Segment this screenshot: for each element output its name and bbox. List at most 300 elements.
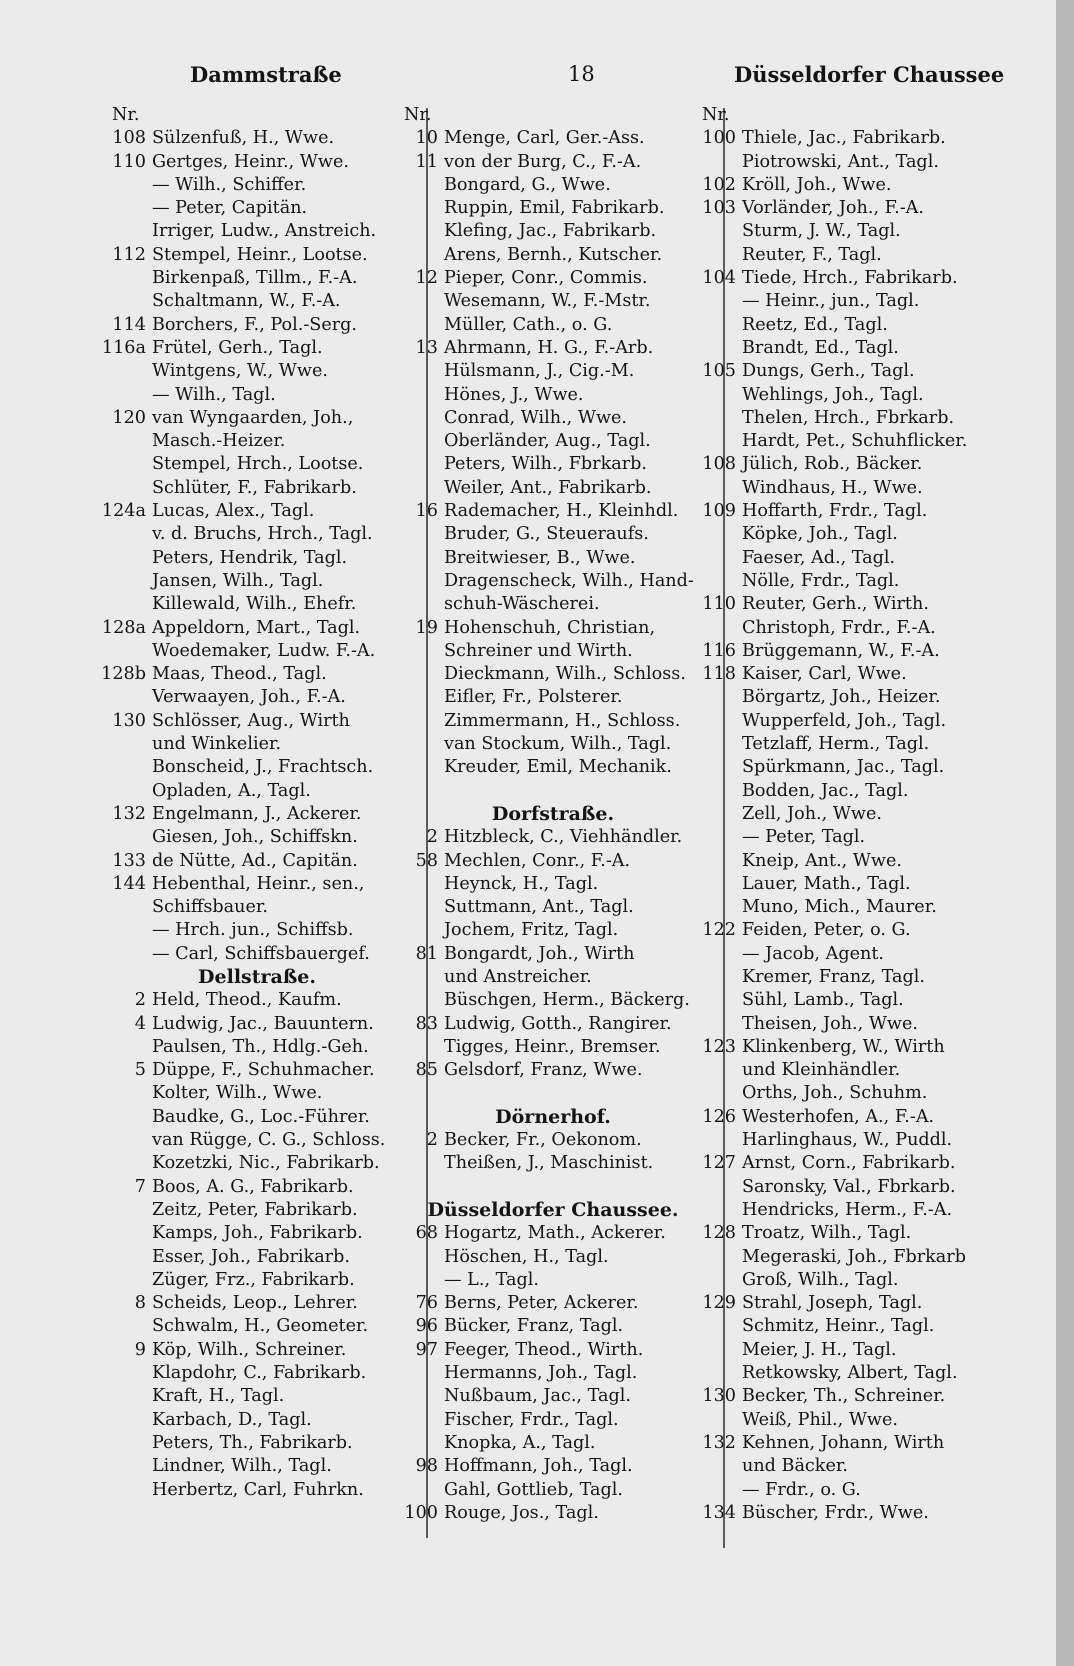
- directory-entry: [384, 197, 722, 220]
- resident-text: Appeldorn, Mart., Tagl.: [152, 617, 361, 638]
- resident-text: Büscher, Frdr., Wwe.: [742, 1502, 929, 1523]
- resident-text: Pieper, Conr., Commis.: [444, 268, 648, 289]
- house-number: 114: [112, 314, 146, 335]
- directory-entry: [384, 617, 722, 640]
- resident-text: Hülsmann, J., Cig.-M.: [444, 361, 635, 382]
- directory-entry: [682, 780, 1018, 803]
- resident-text: Kraft, H., Tagl.: [152, 1386, 285, 1407]
- directory-entry: [682, 873, 1018, 896]
- resident-text: Faeser, Ad., Tagl.: [742, 547, 896, 568]
- resident-text: Nölle, Frdr., Tagl.: [742, 570, 900, 591]
- resident-text: Bongardt, Joh., Wirth: [444, 943, 635, 964]
- resident-text: Gelsdorf, Franz, Wwe.: [444, 1060, 643, 1081]
- resident-text: Jansen, Wilh., Tagl.: [152, 570, 324, 591]
- directory-entry: [682, 477, 1018, 500]
- resident-text: Zell, Joh., Wwe.: [742, 803, 882, 824]
- house-number: 127: [702, 1153, 736, 1174]
- resident-text: Giesen, Joh., Schiffskn.: [152, 827, 358, 848]
- directory-entry: [92, 593, 422, 616]
- resident-text: Kreuder, Emil, Mechanik.: [444, 757, 672, 778]
- directory-entry: [92, 1362, 422, 1385]
- resident-text: Brüggemann, W., F.-A.: [742, 640, 940, 661]
- resident-text: Schmitz, Heinr., Tagl.: [742, 1316, 935, 1337]
- resident-text: Zimmermann, H., Schloss.: [444, 710, 681, 731]
- directory-entry: [682, 1129, 1018, 1152]
- directory-entry: [682, 850, 1018, 873]
- house-number: 132: [112, 803, 146, 824]
- resident-text: Tigges, Heinr., Bremser.: [444, 1036, 661, 1057]
- resident-text: Hönes, J., Wwe.: [444, 384, 584, 405]
- directory-entry: [384, 1315, 722, 1338]
- resident-text: Verwaayen, Joh., F.-A.: [152, 687, 346, 708]
- resident-text: Schlüter, F., Fabrikarb.: [152, 477, 357, 498]
- directory-entry: [92, 1479, 422, 1502]
- directory-entry: [682, 1176, 1018, 1199]
- directory-entry: [682, 1269, 1018, 1292]
- directory-entry: [384, 966, 722, 989]
- directory-entry: [384, 384, 722, 407]
- directory-entry: [384, 896, 722, 919]
- directory-entry: [384, 1152, 722, 1175]
- resident-text: Klefing, Jac., Fabrikarb.: [444, 221, 657, 242]
- resident-text: Feeger, Theod., Wirth.: [444, 1339, 644, 1360]
- house-number: 116: [702, 640, 736, 661]
- resident-text: Ruppin, Emil, Fabrikarb.: [444, 198, 665, 219]
- directory-entry: [92, 407, 422, 430]
- resident-text: Theißen, J., Maschinist.: [444, 1153, 654, 1174]
- house-number: 133: [112, 850, 146, 871]
- directory-entry: [384, 1013, 722, 1036]
- directory-entry: [384, 360, 722, 383]
- resident-text: und Bäcker.: [742, 1456, 848, 1477]
- resident-text: Esser, Joh., Fabrikarb.: [152, 1246, 350, 1267]
- resident-text: Tetzlaff, Herm., Tagl.: [742, 734, 930, 755]
- house-number: 110: [702, 594, 736, 615]
- house-number: 2: [426, 827, 438, 848]
- house-number: 120: [112, 407, 146, 428]
- resident-text: Feiden, Peter, o. G.: [742, 920, 911, 941]
- directory-entry: [384, 430, 722, 453]
- resident-text: Eifler, Fr., Polsterer.: [444, 687, 623, 708]
- directory-entry: [384, 290, 722, 313]
- resident-text: Ludwig, Gotth., Rangirer.: [444, 1013, 672, 1034]
- resident-text: Bonscheid, J., Frachtsch.: [152, 757, 374, 778]
- directory-entry: [92, 1385, 422, 1408]
- resident-text: Lauer, Math., Tagl.: [742, 873, 911, 894]
- directory-entry: [92, 244, 422, 267]
- resident-text: Vorländer, Joh., F.-A.: [742, 198, 924, 219]
- resident-text: Theisen, Joh., Wwe.: [742, 1013, 918, 1034]
- resident-text: Herbertz, Carl, Fuhrkn.: [152, 1479, 364, 1500]
- header-left-street: Dammstraße: [190, 62, 342, 87]
- directory-entry: [92, 756, 422, 779]
- directory-entry: [682, 1362, 1018, 1385]
- resident-text: Kröll, Joh., Wwe.: [742, 174, 892, 195]
- directory-entry: [682, 267, 1018, 290]
- resident-text: Arens, Bernh., Kutscher.: [444, 244, 663, 265]
- resident-text: Reetz, Ed., Tagl.: [742, 314, 888, 335]
- house-number: 102: [702, 174, 736, 195]
- resident-text: Sülzenfuß, H., Wwe.: [152, 128, 335, 149]
- resident-text: — Wilh., Tagl.: [152, 384, 276, 405]
- directory-entry: [682, 174, 1018, 197]
- house-number: 100: [404, 1502, 438, 1523]
- directory-entry: [384, 1292, 722, 1315]
- resident-text: Meier, J. H., Tagl.: [742, 1339, 897, 1360]
- directory-entry: [92, 1106, 422, 1129]
- directory-entry: [682, 1315, 1018, 1338]
- resident-text: Weiler, Ant., Fabrikarb.: [444, 477, 652, 498]
- resident-text: Sühl, Lamb., Tagl.: [742, 990, 904, 1011]
- resident-text: Büschgen, Herm., Bäckerg.: [444, 990, 690, 1011]
- resident-text: Spürkmann, Jac., Tagl.: [742, 757, 945, 778]
- resident-text: Maas, Theod., Tagl.: [152, 664, 327, 685]
- directory-entry: [682, 1199, 1018, 1222]
- directory-entry: [384, 1339, 722, 1362]
- directory-entry: [92, 1176, 422, 1199]
- column-3: [682, 104, 1018, 1525]
- resident-text: Kozetzki, Nic., Fabrikarb.: [152, 1153, 380, 1174]
- resident-text: Hitzbleck, C., Viehhändler.: [444, 827, 683, 848]
- directory-entry: [384, 1129, 722, 1152]
- house-number: 123: [702, 1036, 736, 1057]
- resident-text: Thelen, Hrch., Fbrkarb.: [742, 407, 955, 428]
- resident-text: Nr.: [112, 105, 140, 125]
- directory-entry: [384, 151, 722, 174]
- column-2: [384, 104, 722, 1525]
- resident-text: Bongard, G., Wwe.: [444, 174, 611, 195]
- directory-entry: [682, 686, 1018, 709]
- directory-entry: [92, 1409, 422, 1432]
- house-number: 2: [134, 990, 146, 1011]
- directory-entry: [682, 943, 1018, 966]
- directory-entry: [384, 1246, 722, 1269]
- directory-entry: [92, 617, 422, 640]
- directory-entry: [92, 663, 422, 686]
- directory-entry: [682, 1036, 1018, 1059]
- house-number: 108: [702, 454, 736, 475]
- resident-text: Hogartz, Math., Ackerer.: [444, 1223, 666, 1244]
- column-1: [92, 104, 422, 1502]
- directory-entry: [682, 1385, 1018, 1408]
- resident-text: Peters, Wilh., Fbrkarb.: [444, 454, 647, 475]
- resident-text: van Rügge, C. G., Schloss.: [152, 1130, 386, 1151]
- resident-text: Gertges, Heinr., Wwe.: [152, 151, 349, 172]
- resident-text: Troatz, Wilh., Tagl.: [742, 1223, 912, 1244]
- house-number: 19: [415, 617, 438, 638]
- house-number: 130: [702, 1386, 736, 1407]
- house-number: 97: [415, 1339, 438, 1360]
- resident-text: Wupperfeld, Joh., Tagl.: [742, 710, 947, 731]
- directory-entry: [384, 407, 722, 430]
- directory-entry: [682, 337, 1018, 360]
- resident-text: — Peter, Tagl.: [742, 827, 866, 848]
- directory-entry: [682, 453, 1018, 476]
- resident-text: Opladen, A., Tagl.: [152, 780, 311, 801]
- house-number: 134: [702, 1502, 736, 1523]
- house-number: 98: [415, 1456, 438, 1477]
- resident-text: Hardt, Pet., Schuhflicker.: [742, 431, 968, 452]
- directory-entry: [682, 360, 1018, 383]
- directory-entry: [384, 826, 722, 849]
- resident-text: Westerhofen, A., F.-A.: [742, 1106, 935, 1127]
- directory-entry: [92, 1246, 422, 1269]
- resident-text: Frütel, Gerh., Tagl.: [152, 337, 323, 358]
- section-heading: Dörnerhof.: [495, 1105, 611, 1128]
- resident-text: — Heinr., jun., Tagl.: [742, 291, 920, 312]
- section-heading: Düsseldorfer Chaussee.: [427, 1198, 679, 1221]
- directory-entry: [92, 267, 422, 290]
- resident-text: Sturm, J. W., Tagl.: [742, 221, 901, 242]
- directory-entry: [92, 1059, 422, 1082]
- resident-text: Conrad, Wilh., Wwe.: [444, 407, 628, 428]
- directory-entry: [92, 290, 422, 313]
- directory-entry: [384, 267, 722, 290]
- directory-entry: [682, 617, 1018, 640]
- directory-entry: [384, 1432, 722, 1455]
- directory-entry: [384, 244, 722, 267]
- directory-entry: [92, 314, 422, 337]
- directory-entry: [384, 500, 722, 523]
- directory-entry: [682, 220, 1018, 243]
- spacer: [384, 780, 722, 803]
- directory-entry: [92, 1152, 422, 1175]
- directory-entry: [682, 384, 1018, 407]
- resident-text: Muno, Mich., Maurer.: [742, 897, 937, 918]
- resident-text: Dragenscheck, Wilh., Hand-: [444, 570, 694, 591]
- resident-text: Köp, Wilh., Schreiner.: [152, 1339, 347, 1360]
- directory-entry: [92, 850, 422, 873]
- directory-entry: [682, 989, 1018, 1012]
- house-number: 8: [134, 1293, 146, 1314]
- directory-entry: [384, 220, 722, 243]
- directory-entry: [682, 1292, 1018, 1315]
- house-number: 124a: [101, 501, 146, 522]
- resident-text: Peters, Th., Fabrikarb.: [152, 1432, 353, 1453]
- directory-entry: [384, 1455, 722, 1478]
- resident-text: Saronsky, Val., Fbrkarb.: [742, 1176, 956, 1197]
- resident-text: Wintgens, W., Wwe.: [152, 361, 328, 382]
- resident-text: Suttmann, Ant., Tagl.: [444, 897, 634, 918]
- directory-entry: [384, 686, 722, 709]
- resident-text: Lucas, Alex., Tagl.: [152, 501, 315, 522]
- resident-text: Groß, Wilh., Tagl.: [742, 1269, 899, 1290]
- resident-text: Börgartz, Joh., Heizer.: [742, 687, 941, 708]
- resident-text: schuh-Wäscherei.: [444, 594, 600, 615]
- directory-entry: [92, 570, 422, 593]
- resident-text: Scheids, Leop., Lehrer.: [152, 1293, 358, 1314]
- resident-text: — Peter, Capitän.: [152, 198, 308, 219]
- directory-entry: [92, 686, 422, 709]
- resident-text: Rouge, Jos., Tagl.: [444, 1502, 599, 1523]
- house-number: 122: [702, 920, 736, 941]
- directory-entry: [92, 826, 422, 849]
- resident-text: Nr.: [404, 105, 432, 125]
- house-number: 144: [112, 873, 146, 894]
- directory-entry: [92, 1129, 422, 1152]
- directory-entry: [92, 640, 422, 663]
- resident-text: Thiele, Jac., Fabrikarb.: [742, 128, 946, 149]
- house-number: 103: [702, 198, 736, 219]
- directory-entry: [682, 826, 1018, 849]
- resident-text: und Winkelier.: [152, 734, 282, 755]
- directory-entry: [92, 151, 422, 174]
- resident-text: Oberländer, Aug., Tagl.: [444, 431, 651, 452]
- directory-entry: [92, 453, 422, 476]
- directory-entry: [384, 337, 722, 360]
- directory-entry: [682, 1082, 1018, 1105]
- resident-text: — Carl, Schiffsbauergef.: [152, 943, 370, 964]
- directory-entry: [682, 1409, 1018, 1432]
- resident-text: Hendricks, Herm., F.-A.: [742, 1199, 953, 1220]
- directory-entry: [682, 500, 1018, 523]
- directory-entry: [92, 174, 422, 197]
- directory-entry: [682, 151, 1018, 174]
- directory-entry: [92, 220, 422, 243]
- directory-entry: [682, 104, 1018, 127]
- house-number: 110: [112, 151, 146, 172]
- resident-text: Müller, Cath., o. G.: [444, 314, 613, 335]
- directory-entry: [92, 1199, 422, 1222]
- directory-entry: [92, 710, 422, 733]
- resident-text: Retkowsky, Albert, Tagl.: [742, 1363, 958, 1384]
- resident-text: — Frdr., o. G.: [742, 1479, 861, 1500]
- resident-text: Brandt, Ed., Tagl.: [742, 337, 899, 358]
- resident-text: Christoph, Frdr., F.-A.: [742, 617, 936, 638]
- directory-entry: [682, 1246, 1018, 1269]
- resident-text: Masch.-Heizer.: [152, 431, 286, 452]
- directory-entry: [384, 1362, 722, 1385]
- house-number: 118: [702, 664, 736, 685]
- resident-text: — Jacob, Agent.: [742, 943, 884, 964]
- resident-text: Mechlen, Conr., F.-A.: [444, 850, 631, 871]
- directory-entry: [682, 756, 1018, 779]
- house-number: 2: [426, 1130, 438, 1151]
- house-number: 4: [134, 1013, 146, 1034]
- resident-text: Killewald, Wilh., Ehefr.: [152, 594, 357, 615]
- resident-text: Hermanns, Joh., Tagl.: [444, 1363, 638, 1384]
- resident-text: Bruder, G., Steueraufs.: [444, 524, 649, 545]
- directory-entry: [384, 104, 722, 127]
- page-number: 18: [568, 62, 595, 86]
- house-number: 126: [702, 1106, 736, 1127]
- resident-text: Birkenpaß, Tillm., F.-A.: [152, 268, 358, 289]
- directory-entry: [682, 314, 1018, 337]
- resident-text: — L., Tagl.: [444, 1269, 539, 1290]
- resident-text: Baudke, G., Loc.-Führer.: [152, 1106, 370, 1127]
- directory-entry: [682, 1339, 1018, 1362]
- resident-text: Irriger, Ludw., Anstreich.: [152, 221, 377, 242]
- directory-entry: [384, 663, 722, 686]
- resident-text: Borchers, F., Pol.-Serg.: [152, 314, 358, 335]
- house-number: 83: [415, 1013, 438, 1034]
- spacer: [384, 1082, 722, 1105]
- directory-entry: [92, 780, 422, 803]
- directory-entry: [92, 384, 422, 407]
- directory-entry: [92, 337, 422, 360]
- resident-text: v. d. Bruchs, Hrch., Tagl.: [152, 524, 373, 545]
- directory-entry: [384, 756, 722, 779]
- directory-entry: [92, 547, 422, 570]
- house-number: 85: [415, 1060, 438, 1081]
- house-number: 128a: [101, 617, 146, 638]
- section-heading: Dorfstraße.: [491, 802, 615, 825]
- directory-entry: [682, 1013, 1018, 1036]
- directory-entry: [682, 1432, 1018, 1455]
- directory-entry: [682, 197, 1018, 220]
- resident-text: Schaltmann, W., F.-A.: [152, 291, 341, 312]
- directory-entry: [682, 733, 1018, 756]
- resident-text: Harlinghaus, W., Puddl.: [742, 1130, 953, 1151]
- directory-entry: [92, 197, 422, 220]
- directory-entry: [384, 547, 722, 570]
- directory-entry: [384, 1479, 722, 1502]
- directory-entry: [682, 547, 1018, 570]
- directory-entry: [384, 1036, 722, 1059]
- resident-text: Woedemaker, Ludw. F.-A.: [152, 640, 376, 661]
- resident-text: Nußbaum, Jac., Tagl.: [444, 1386, 631, 1407]
- house-number: 16: [415, 501, 438, 522]
- directory-entry: [92, 896, 422, 919]
- directory-entry: [92, 1339, 422, 1362]
- directory-entry: [682, 1106, 1018, 1129]
- resident-text: Schiffsbauer.: [152, 897, 268, 918]
- house-number: 132: [702, 1432, 736, 1453]
- resident-text: Ahrmann, H. G., F.-Arb.: [444, 337, 654, 358]
- directory-entry: [682, 919, 1018, 942]
- directory-entry: [92, 477, 422, 500]
- house-number: 58: [415, 850, 438, 871]
- resident-text: Berns, Peter, Ackerer.: [444, 1293, 639, 1314]
- resident-text: Reuter, F., Tagl.: [742, 244, 882, 265]
- directory-entry: [384, 919, 722, 942]
- resident-text: Wesemann, W., F.-Mstr.: [444, 291, 651, 312]
- directory-entry: [92, 1222, 422, 1245]
- directory-entry: [682, 593, 1018, 616]
- directory-entry: [682, 570, 1018, 593]
- directory-entry: [682, 966, 1018, 989]
- house-number: 5: [134, 1060, 146, 1081]
- section-heading: Dellstraße.: [198, 965, 316, 988]
- resident-text: Knopka, A., Tagl.: [444, 1432, 596, 1453]
- directory-entry: [92, 919, 422, 942]
- resident-text: Dieckmann, Wilh., Schloss.: [444, 664, 686, 685]
- directory-entry: [682, 1479, 1018, 1502]
- directory-entry: [92, 733, 422, 756]
- resident-text: und Kleinhändler.: [742, 1060, 901, 1081]
- directory-entry: [384, 640, 722, 663]
- resident-text: Paulsen, Th., Hdlg.-Geh.: [152, 1036, 369, 1057]
- directory-entry: [682, 896, 1018, 919]
- house-number: 129: [702, 1293, 736, 1314]
- resident-text: Kremer, Franz, Tagl.: [742, 966, 925, 987]
- directory-entry: [384, 570, 722, 593]
- resident-text: Schreiner und Wirth.: [444, 640, 633, 661]
- resident-text: Heynck, H., Tagl.: [444, 873, 599, 894]
- directory-entry: [384, 989, 722, 1012]
- house-number: 109: [702, 501, 736, 522]
- directory-entry: [384, 1059, 722, 1082]
- resident-text: Zeitz, Peter, Fabrikarb.: [152, 1199, 358, 1220]
- directory-entry: [92, 1432, 422, 1455]
- house-number: 116a: [101, 337, 146, 358]
- house-number: 108: [112, 128, 146, 149]
- resident-text: Kamps, Joh., Fabrikarb.: [152, 1223, 363, 1244]
- resident-text: Engelmann, J., Ackerer.: [152, 803, 362, 824]
- resident-text: Reuter, Gerh., Wirth.: [742, 594, 929, 615]
- directory-entry: [384, 174, 722, 197]
- resident-text: Bücker, Franz, Tagl.: [444, 1316, 624, 1337]
